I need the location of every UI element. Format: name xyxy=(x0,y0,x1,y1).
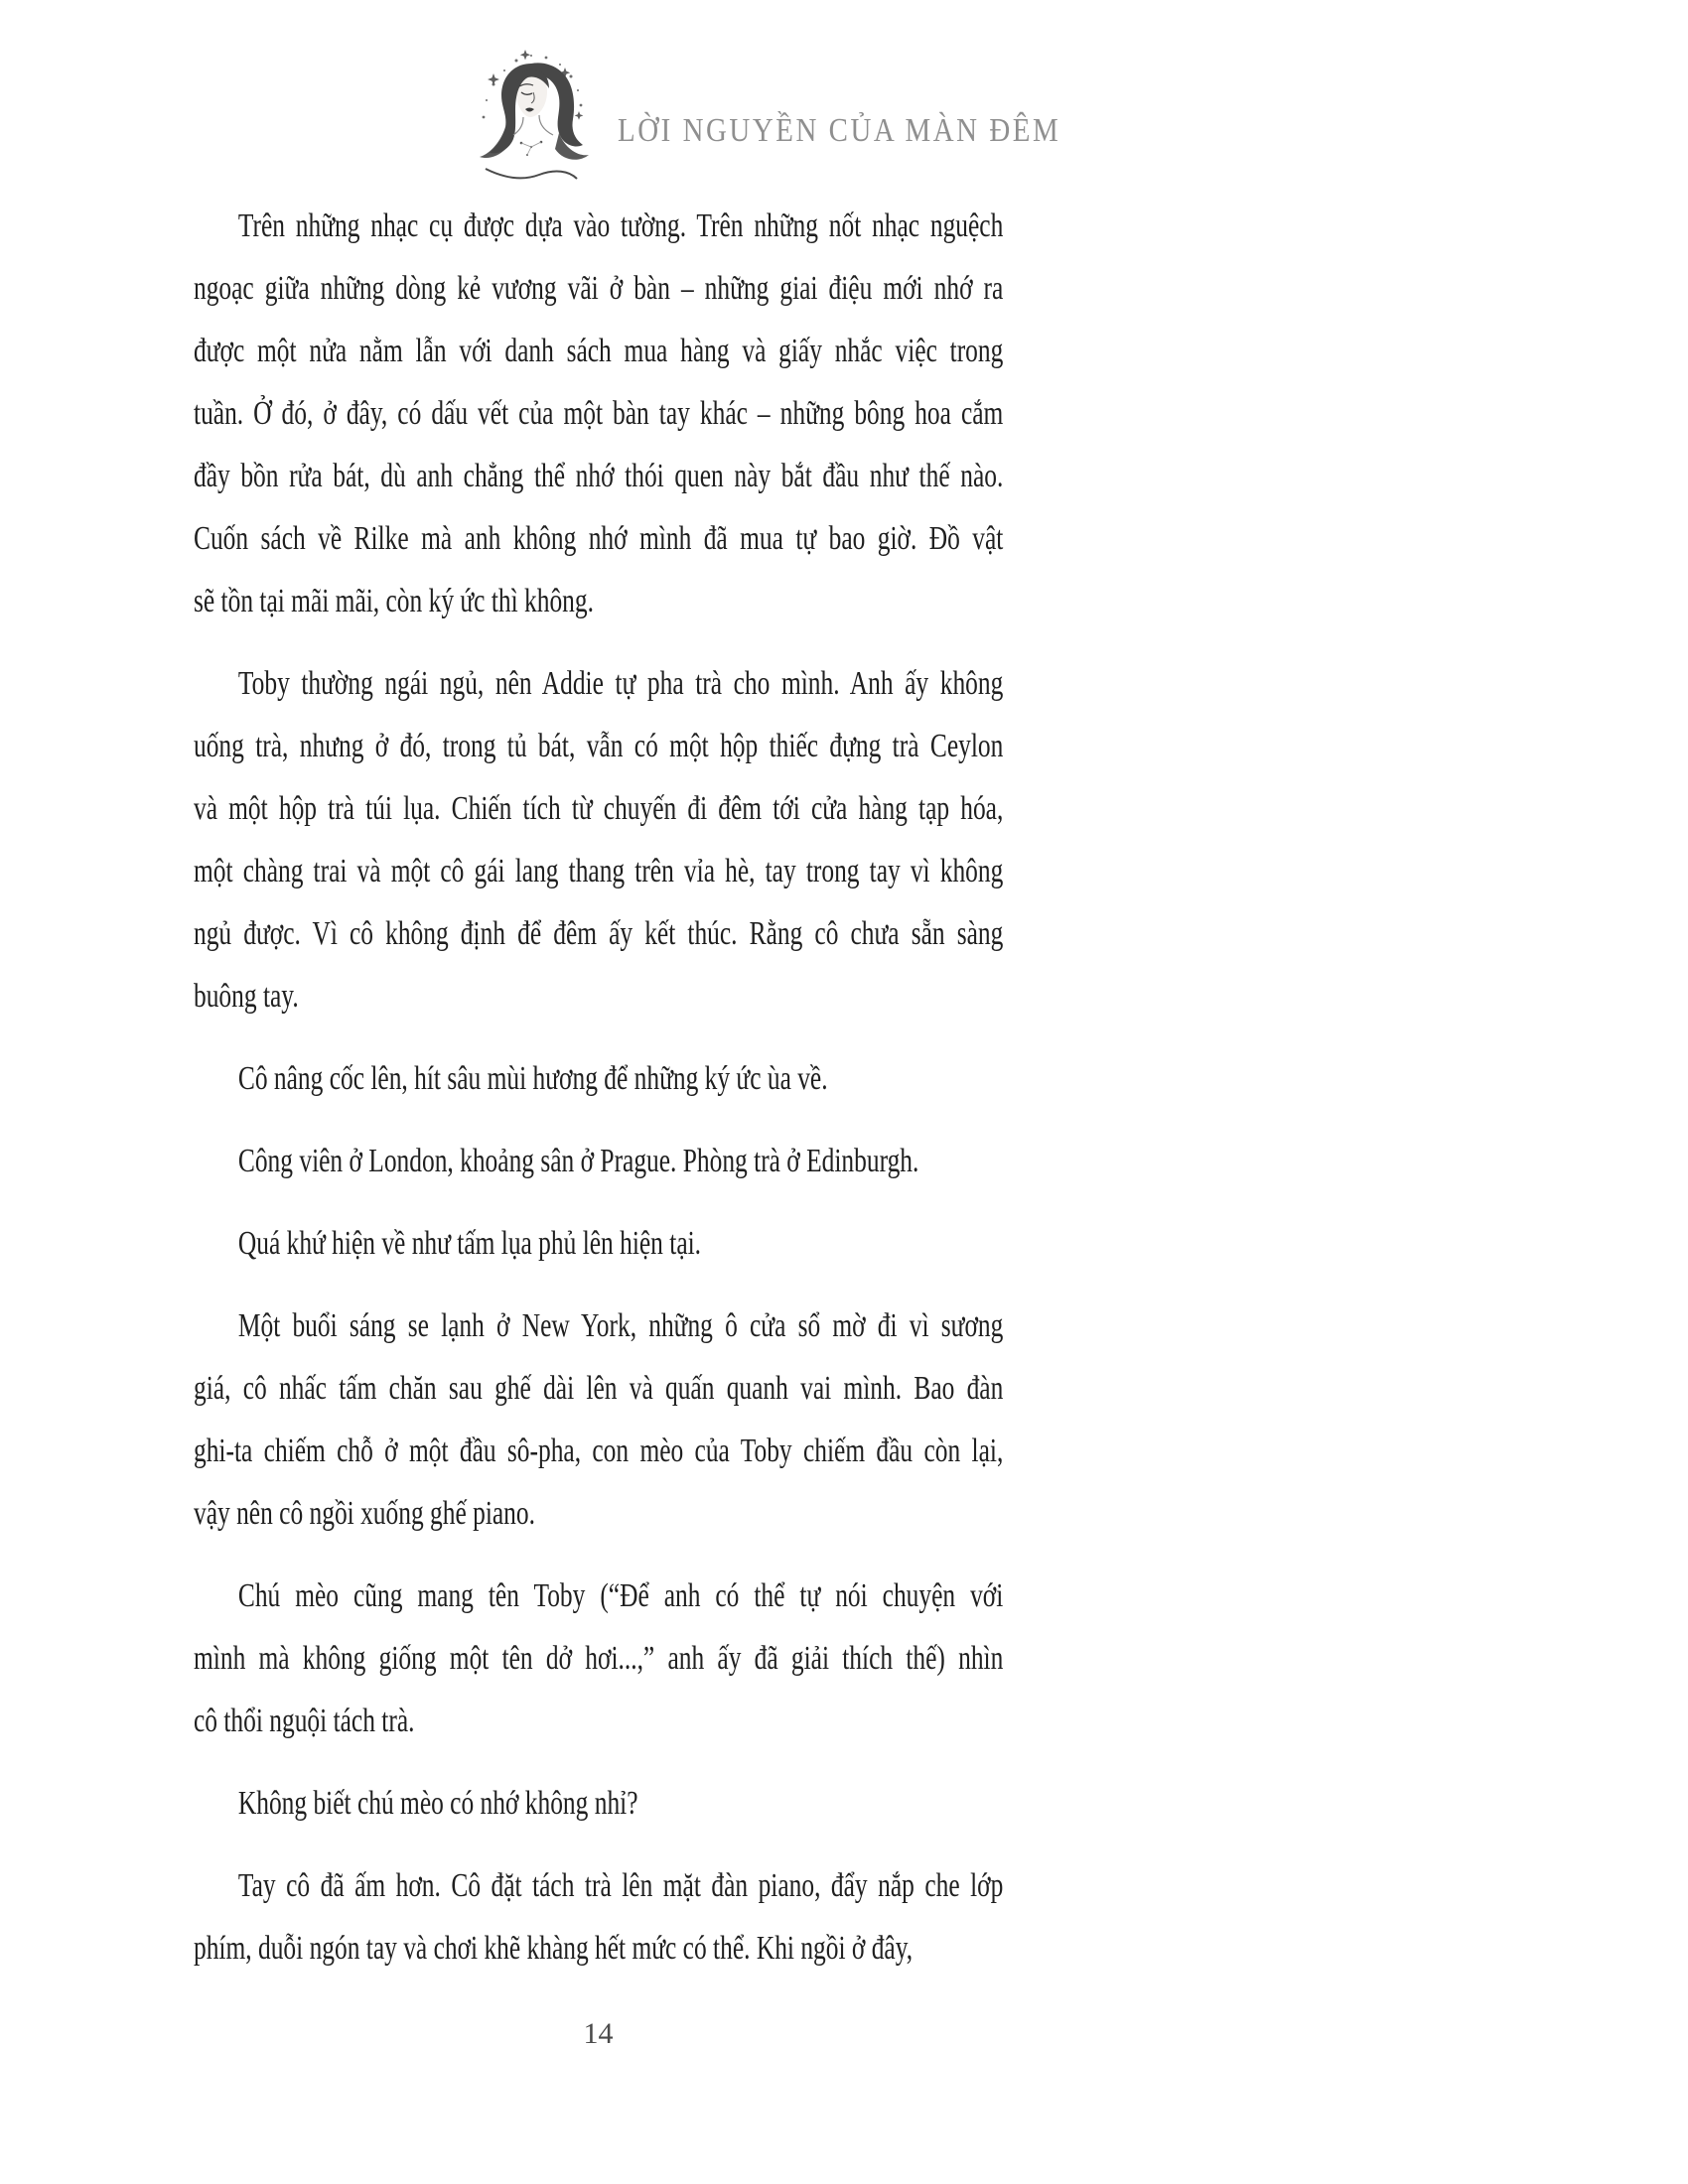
paragraph xyxy=(194,195,1003,632)
running-title: LỜI NGUYỀN CỦA MÀN ĐÊM xyxy=(618,112,1061,149)
text-line: phím, duỗi ngón tay và chơi khẽ khàng hết mức có thể. Khi ngồi ở đây, xyxy=(194,1930,914,1967)
text-line: tuần. Ở đó, ở đây, có dấu vết của một bàn tay khác – những bông hoa cắm xyxy=(194,395,1004,432)
paragraph xyxy=(194,1047,1003,1110)
text-line: Tay cô đã ấm hơn. Cô đặt tách trà lên mặt đàn piano, đẩy nắp che lớp xyxy=(237,1867,1004,1904)
text-line: giá, cô nhấc tấm chăn sau ghế dài lên và quấn quanh vai mình. Bao đàn xyxy=(194,1370,1004,1407)
text-line: Một buổi sáng se lạnh ở New York, những ô cửa sổ mờ đi vì sương xyxy=(237,1307,1004,1344)
text-line: đầy bồn rửa bát, dù anh chẳng thể nhớ thói quen này bắt đầu như thế nào. xyxy=(194,458,1004,494)
paragraph xyxy=(194,652,1003,1027)
text-line: một chàng trai và một cô gái lang thang trên vỉa hè, tay trong tay vì không xyxy=(194,853,1004,889)
text-line: cô thổi nguội tách trà. xyxy=(194,1703,415,1739)
text-line: buông tay. xyxy=(194,978,299,1015)
text-line: uống trà, nhưng ở đó, trong tủ bát, vẫn có một hộp thiếc đựng trà Ceylon xyxy=(194,728,1004,764)
text-line: Không biết chú mèo có nhớ không nhỉ? xyxy=(237,1785,638,1822)
text-line: ghi-ta chiếm chỗ ở một đầu sô-pha, con mèo của Toby chiếm đầu còn lại, xyxy=(194,1433,1004,1469)
paragraph xyxy=(194,1130,1003,1192)
text-line: Toby thường ngái ngủ, nên Addie tự pha trà cho mình. Anh ấy không xyxy=(237,665,1004,702)
text-line: Chú mèo cũng mang tên Toby (“Để anh có thể tự nói chuyện với xyxy=(237,1577,1004,1614)
text-line: ngủ được. Vì cô không định để đêm ấy kết thúc. Rằng cô chưa sẵn sàng xyxy=(194,915,1004,952)
paragraph xyxy=(194,1295,1003,1545)
text-line: sẽ tồn tại mãi mãi, còn ký ức thì không. xyxy=(194,583,594,619)
text-line: Cô nâng cốc lên, hít sâu mùi hương để những ký ức ùa về. xyxy=(237,1060,828,1097)
page-number: 14 xyxy=(583,2017,614,2050)
body-text xyxy=(194,195,1003,1999)
text-line: Quá khứ hiện về như tấm lụa phủ lên hiện tại. xyxy=(237,1225,702,1262)
text-line: Công viên ở London, khoảng sân ở Prague. Phòng trà ở Edinburgh. xyxy=(237,1143,919,1179)
text-line: mình mà không giống một tên dở hơi...,” anh ấy đã giải thích thế) nhìn xyxy=(194,1640,1004,1677)
paragraph xyxy=(194,1772,1003,1835)
text-line: vậy nên cô ngồi xuống ghế piano. xyxy=(194,1495,535,1532)
text-line: ngoạc giữa những dòng kẻ vương vãi ở bàn – những giai điệu mới nhớ ra xyxy=(194,270,1004,307)
logo-woman-stars-icon xyxy=(470,46,593,195)
paragraph xyxy=(194,1854,1003,1979)
text-line: được một nửa nằm lẫn với danh sách mua hàng và giấy nhắc việc trong xyxy=(194,333,1004,369)
text-line: Trên những nhạc cụ được dựa vào tường. Trên những nốt nhạc nguệch xyxy=(237,207,1004,244)
paragraph xyxy=(194,1565,1003,1752)
paragraph xyxy=(194,1212,1003,1275)
text-line: và một hộp trà túi lụa. Chiến tích từ chuyến đi đêm tới cửa hàng tạp hóa, xyxy=(194,790,1004,827)
text-line: Cuốn sách về Rilke mà anh không nhớ mình đã mua tự bao giờ. Đồ vật xyxy=(194,520,1004,557)
